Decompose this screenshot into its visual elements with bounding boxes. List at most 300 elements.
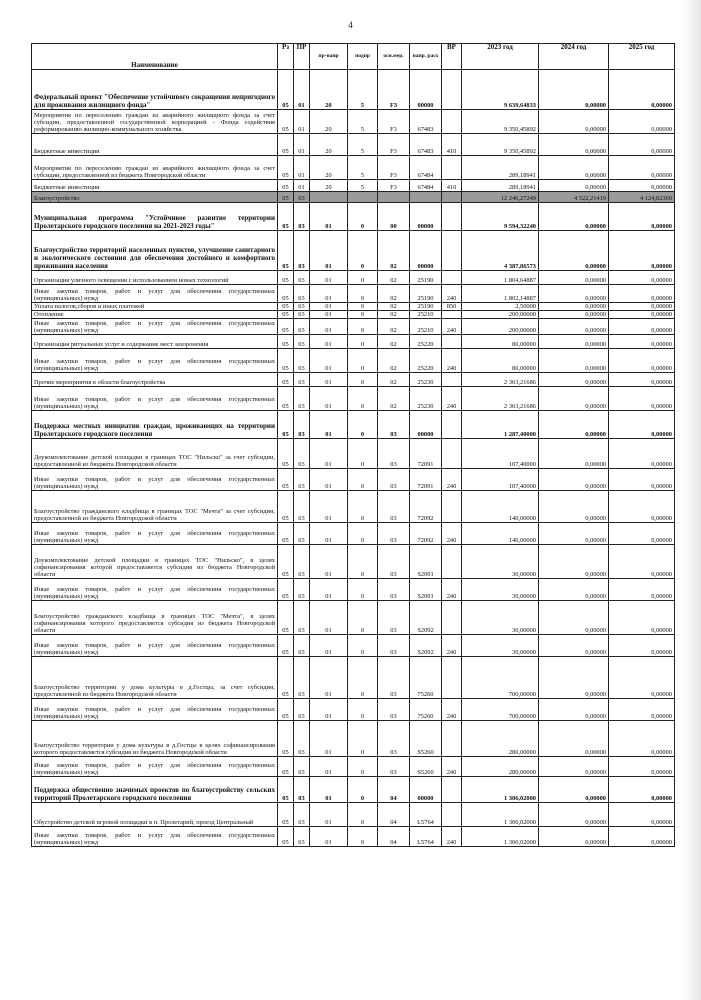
row-2025: 0,00000 [609, 387, 675, 411]
row-osn-mer [378, 192, 410, 203]
row-2024: 0,00000 [539, 803, 609, 827]
row-pr-napr: 01 [310, 803, 348, 827]
row-2024: 0,00000 [539, 491, 609, 523]
row-vr [442, 110, 462, 134]
row-name: Мероприятия по переселению граждан из аварийного жилищного фонда за счет субсидии, предоставленной государственной корпорацией - Фонда содействия реформированию жилищно-коммунального хозяйства [32, 110, 278, 134]
row-name: Иные закупки товаров, работ и услуг для обеспечения государственных (муниципальных) нужд [32, 579, 278, 601]
row-name: Иные закупки товаров, работ и услуг для обеспечения государственных (муниципальных) нужд [32, 827, 278, 847]
row-pr: 03 [294, 523, 310, 545]
row-podpr: 0 [348, 579, 378, 601]
row-2023: 9 350,45892 [462, 110, 539, 134]
row-pr-napr: 01 [310, 311, 348, 319]
table-row [32, 203, 675, 231]
row-pr: 03 [294, 303, 310, 311]
row-podpr: 0 [348, 601, 378, 635]
row-podpr [348, 192, 378, 203]
row-vr: 850 [442, 303, 462, 311]
row-vr [442, 70, 462, 110]
row-pr: 01 [294, 180, 310, 192]
table-row [32, 491, 675, 523]
row-pr-napr: 01 [310, 411, 348, 439]
row-name: Прочие мероприятия в области благоустройства [32, 373, 278, 387]
row-pr: 03 [294, 231, 310, 271]
row-2023: 30,00000 [462, 635, 539, 657]
row-pr: 03 [294, 349, 310, 373]
row-2025: 0,00000 [609, 285, 675, 303]
row-osn-mer: 02 [378, 231, 410, 271]
row-pr-napr: 01 [310, 601, 348, 635]
row-pr: 03 [294, 803, 310, 827]
header-2023: 2023 год [462, 44, 539, 70]
row-name: Благоустройство территории у дома культуры в д.Гостцы в целях софинансирования которого предоставляется субсидия из бюджета Новгородской области [32, 721, 278, 757]
row-osn-mer: F3 [378, 180, 410, 192]
table-header-row [32, 44, 675, 70]
row-2025: 0,00000 [609, 491, 675, 523]
header-osn-mer: осн.мер. [378, 44, 410, 70]
row-name: Иные закупки товаров, работ и услуг для обеспечения государственных (муниципальных) нужд [32, 469, 278, 491]
row-pr: 03 [294, 319, 310, 335]
row-rz: 05 [278, 491, 294, 523]
table-row [32, 319, 675, 335]
row-2023: 289,18941 [462, 180, 539, 192]
row-2023: 30,00000 [462, 579, 539, 601]
row-vr: 240 [442, 387, 462, 411]
row-osn-mer: F3 [378, 110, 410, 134]
row-2023: 1 804,64887 [462, 271, 539, 285]
row-napr-rash: 00000 [410, 411, 442, 439]
table-row [32, 156, 675, 180]
row-rz: 05 [278, 579, 294, 601]
row-podpr: 0 [348, 387, 378, 411]
row-podpr: 5 [348, 70, 378, 110]
row-osn-mer: 02 [378, 373, 410, 387]
row-napr-rash [410, 192, 442, 203]
row-2025: 0,00000 [609, 271, 675, 285]
row-pr: 03 [294, 469, 310, 491]
row-pr: 03 [294, 285, 310, 303]
row-pr: 03 [294, 545, 310, 579]
row-podpr: 0 [348, 699, 378, 721]
scan-edge-shadow [679, 0, 701, 1000]
row-2024: 0,00000 [539, 657, 609, 699]
table-row [32, 303, 675, 311]
row-2025: 0,00000 [609, 349, 675, 373]
row-vr [442, 373, 462, 387]
row-podpr: 0 [348, 757, 378, 777]
row-2024: 0,00000 [539, 387, 609, 411]
row-name: Иные закупки товаров, работ и услуг для обеспечения государственных (муниципальных) нужд [32, 757, 278, 777]
row-2024: 0,00000 [539, 349, 609, 373]
row-2023: 12 246,27249 [462, 192, 539, 203]
row-pr-napr: 20 [310, 180, 348, 192]
row-vr: 240 [442, 349, 462, 373]
row-vr [442, 192, 462, 203]
table-row [32, 721, 675, 757]
header-pr: ПР [294, 44, 310, 70]
row-podpr: 0 [348, 803, 378, 827]
header-2025: 2025 год [609, 44, 675, 70]
row-2023: 200,00000 [462, 311, 539, 319]
row-pr-napr: 20 [310, 156, 348, 180]
row-napr-rash: S2092 [410, 601, 442, 635]
row-pr: 03 [294, 439, 310, 469]
table-row [32, 180, 675, 192]
row-2023: 9 594,32240 [462, 203, 539, 231]
row-napr-rash: L5764 [410, 803, 442, 827]
table-row [32, 635, 675, 657]
row-rz: 05 [278, 156, 294, 180]
row-pr: 03 [294, 827, 310, 847]
row-2025: 0,00000 [609, 803, 675, 827]
row-rz: 05 [278, 319, 294, 335]
row-2025: 0,00000 [609, 203, 675, 231]
row-2023: 1 802,14887 [462, 285, 539, 303]
row-2024: 0,00000 [539, 335, 609, 349]
row-podpr: 0 [348, 319, 378, 335]
row-napr-rash: S5260 [410, 721, 442, 757]
header-2024: 2024 год [539, 44, 609, 70]
row-rz: 05 [278, 699, 294, 721]
row-2023: 1 306,02000 [462, 777, 539, 803]
row-2024: 0,00000 [539, 319, 609, 335]
row-name: Иные закупки товаров, работ и услуг для обеспечения государственных (муниципальных) нужд [32, 635, 278, 657]
row-podpr: 0 [348, 523, 378, 545]
row-2023: 1 306,02000 [462, 827, 539, 847]
row-podpr: 0 [348, 349, 378, 373]
row-napr-rash: 25230 [410, 387, 442, 411]
row-vr: 240 [442, 469, 462, 491]
table-row [32, 439, 675, 469]
row-2025: 0,00000 [609, 469, 675, 491]
header-podpr: подпр [348, 44, 378, 70]
row-rz: 05 [278, 803, 294, 827]
row-2023: 1 306,02000 [462, 803, 539, 827]
row-vr [442, 335, 462, 349]
row-2023: 107,40000 [462, 469, 539, 491]
row-2024: 4 522,21419 [539, 192, 609, 203]
row-osn-mer: 03 [378, 657, 410, 699]
row-rz: 05 [278, 231, 294, 271]
table-row [32, 285, 675, 303]
table-row [32, 545, 675, 579]
row-rz: 05 [278, 657, 294, 699]
row-podpr: 0 [348, 491, 378, 523]
row-podpr: 0 [348, 545, 378, 579]
row-napr-rash: 25190 [410, 303, 442, 311]
row-2023: 107,40000 [462, 439, 539, 469]
row-podpr: 0 [348, 285, 378, 303]
row-vr [442, 491, 462, 523]
row-name: Поддержка общественно значимых проектов по благоустройству сельских территорий Пролетарского городского поселения [32, 777, 278, 803]
row-2023: 140,00000 [462, 523, 539, 545]
row-name: Бюджетные инвестиции [32, 134, 278, 156]
row-pr-napr: 01 [310, 579, 348, 601]
row-osn-mer: F3 [378, 134, 410, 156]
row-2025: 0,00000 [609, 439, 675, 469]
row-pr-napr: 20 [310, 134, 348, 156]
row-name: Уплата налогов,сборов и иных платежей [32, 303, 278, 311]
row-podpr: 0 [348, 411, 378, 439]
row-osn-mer: 02 [378, 335, 410, 349]
table-row [32, 657, 675, 699]
row-2025: 0,00000 [609, 180, 675, 192]
row-podpr: 5 [348, 180, 378, 192]
table-row [32, 192, 675, 203]
row-2024: 0,00000 [539, 635, 609, 657]
row-osn-mer: 03 [378, 635, 410, 657]
row-2023: 280,00000 [462, 721, 539, 757]
row-pr-napr: 01 [310, 757, 348, 777]
row-pr: 03 [294, 271, 310, 285]
row-pr: 03 [294, 335, 310, 349]
row-name: Организация ритуальных услуг и содержание мест захоронения [32, 335, 278, 349]
row-name: Организация уличного освещения с использованием новых технологий [32, 271, 278, 285]
row-2024: 0,00000 [539, 777, 609, 803]
row-2025: 0,00000 [609, 635, 675, 657]
row-2025: 0,00000 [609, 156, 675, 180]
row-napr-rash: S5260 [410, 757, 442, 777]
row-rz: 05 [278, 271, 294, 285]
row-rz: 05 [278, 311, 294, 319]
row-rz: 05 [278, 439, 294, 469]
row-2024: 0,00000 [539, 303, 609, 311]
table-row [32, 387, 675, 411]
row-pr-napr [310, 192, 348, 203]
row-napr-rash: S2092 [410, 635, 442, 657]
row-vr: 240 [442, 579, 462, 601]
row-podpr: 0 [348, 303, 378, 311]
row-pr: 03 [294, 411, 310, 439]
row-name: Бюджетные инвестиции [32, 180, 278, 192]
row-rz: 05 [278, 70, 294, 110]
row-osn-mer: 03 [378, 411, 410, 439]
row-pr-napr: 01 [310, 439, 348, 469]
row-napr-rash: S2091 [410, 545, 442, 579]
row-napr-rash: 67483 [410, 134, 442, 156]
row-rz: 05 [278, 601, 294, 635]
row-podpr: 5 [348, 110, 378, 134]
row-pr-napr: 01 [310, 203, 348, 231]
row-2024: 0,00000 [539, 134, 609, 156]
row-vr [442, 601, 462, 635]
row-osn-mer: F3 [378, 70, 410, 110]
row-rz: 05 [278, 545, 294, 579]
row-osn-mer: 03 [378, 721, 410, 757]
row-pr: 03 [294, 311, 310, 319]
row-rz: 05 [278, 349, 294, 373]
row-2024: 0,00000 [539, 579, 609, 601]
row-name: Благоустройство гражданского кладбища в границах ТОС "Мечта", в целях софинансирования которого предоставляется субсидия из бюджета Новгородской области [32, 601, 278, 635]
row-rz: 05 [278, 777, 294, 803]
row-rz: 05 [278, 203, 294, 231]
row-2024: 0,00000 [539, 110, 609, 134]
row-2025: 4 124,82369 [609, 192, 675, 203]
row-2024: 0,00000 [539, 203, 609, 231]
row-2024: 0,00000 [539, 699, 609, 721]
row-vr [442, 411, 462, 439]
table-row [32, 601, 675, 635]
header-vr: ВР [442, 44, 462, 70]
row-name: Мероприятия по переселению граждан из аварийного жилищного фонда за счет субсидии, предоставленной из бюджета Новгородской области [32, 156, 278, 180]
row-2024: 0,00000 [539, 439, 609, 469]
row-rz: 05 [278, 387, 294, 411]
row-napr-rash: 72092 [410, 491, 442, 523]
row-osn-mer: 02 [378, 319, 410, 335]
budget-table [31, 43, 675, 847]
row-podpr: 0 [348, 635, 378, 657]
row-pr-napr: 01 [310, 635, 348, 657]
row-name: Благоустройство территорий населенных пунктов, улучшение санитарного и экологического состояния для обеспечения достойного и комфортного проживания населения [32, 231, 278, 271]
row-2025: 0,00000 [609, 311, 675, 319]
row-osn-mer: 03 [378, 523, 410, 545]
row-2023: 280,00000 [462, 757, 539, 777]
table-row [32, 373, 675, 387]
row-2024: 0,00000 [539, 311, 609, 319]
row-pr-napr: 01 [310, 387, 348, 411]
row-napr-rash: 25210 [410, 319, 442, 335]
row-name: Благоустройство гражданского кладбища в границах ТОС "Мечта" за счет субсидии, предоставленной из бюджета Новгородской области [32, 491, 278, 523]
row-rz: 05 [278, 285, 294, 303]
row-name: Иные закупки товаров, работ и услуг для обеспечения государственных (муниципальных) нужд [32, 285, 278, 303]
row-vr [442, 203, 462, 231]
row-2025: 0,00000 [609, 110, 675, 134]
row-2024: 0,00000 [539, 523, 609, 545]
row-rz: 05 [278, 635, 294, 657]
row-podpr: 0 [348, 439, 378, 469]
row-2025: 0,00000 [609, 134, 675, 156]
table-body [32, 70, 675, 847]
row-napr-rash: 25190 [410, 271, 442, 285]
row-2023: 140,00000 [462, 491, 539, 523]
table-row [32, 311, 675, 319]
row-podpr: 0 [348, 721, 378, 757]
row-pr-napr: 20 [310, 70, 348, 110]
row-2025: 0,00000 [609, 579, 675, 601]
row-pr: 03 [294, 387, 310, 411]
row-pr-napr: 01 [310, 657, 348, 699]
row-2025: 0,00000 [609, 757, 675, 777]
row-2024: 0,00000 [539, 156, 609, 180]
row-napr-rash: 67484 [410, 180, 442, 192]
row-2024: 0,00000 [539, 601, 609, 635]
row-name: Иные закупки товаров, работ и услуг для обеспечения государственных (муниципальных) нужд [32, 699, 278, 721]
row-vr: 240 [442, 635, 462, 657]
row-2025: 0,00000 [609, 70, 675, 110]
row-2025: 0,00000 [609, 777, 675, 803]
row-2023: 1 287,40000 [462, 411, 539, 439]
row-pr-napr: 01 [310, 469, 348, 491]
row-2025: 0,00000 [609, 231, 675, 271]
row-napr-rash: 00000 [410, 231, 442, 271]
row-pr: 03 [294, 579, 310, 601]
row-vr: 410 [442, 180, 462, 192]
row-vr: 410 [442, 134, 462, 156]
row-napr-rash: 25230 [410, 373, 442, 387]
row-vr [442, 777, 462, 803]
row-napr-rash: 25210 [410, 311, 442, 319]
row-rz: 05 [278, 134, 294, 156]
row-2024: 0,00000 [539, 180, 609, 192]
row-pr: 01 [294, 110, 310, 134]
row-pr-napr: 01 [310, 373, 348, 387]
row-pr: 03 [294, 657, 310, 699]
row-2024: 0,00000 [539, 827, 609, 847]
row-vr [442, 439, 462, 469]
row-2023: 700,00000 [462, 657, 539, 699]
row-2023: 30,00000 [462, 545, 539, 579]
row-podpr: 0 [348, 777, 378, 803]
row-rz: 05 [278, 373, 294, 387]
table-row [32, 827, 675, 847]
row-rz: 05 [278, 523, 294, 545]
row-pr-napr: 01 [310, 319, 348, 335]
row-rz: 05 [278, 411, 294, 439]
row-pr: 03 [294, 635, 310, 657]
row-2025: 0,00000 [609, 657, 675, 699]
row-pr-napr: 01 [310, 721, 348, 757]
row-pr: 03 [294, 203, 310, 231]
row-2024: 0,00000 [539, 721, 609, 757]
row-vr [442, 231, 462, 271]
row-osn-mer: 03 [378, 579, 410, 601]
row-osn-mer: 03 [378, 545, 410, 579]
row-2025: 0,00000 [609, 523, 675, 545]
row-vr: 240 [442, 319, 462, 335]
row-osn-mer: 04 [378, 777, 410, 803]
row-pr-napr: 01 [310, 699, 348, 721]
row-osn-mer: 04 [378, 803, 410, 827]
row-pr-napr: 01 [310, 491, 348, 523]
row-podpr: 0 [348, 469, 378, 491]
row-vr: 240 [442, 827, 462, 847]
row-2025: 0,00000 [609, 373, 675, 387]
row-osn-mer: 02 [378, 311, 410, 319]
row-podpr: 5 [348, 134, 378, 156]
row-napr-rash: 25220 [410, 349, 442, 373]
row-name: Поддержка местных инициатив граждан, проживающих на территории Пролетарского городского поселения [32, 411, 278, 439]
row-pr: 03 [294, 491, 310, 523]
row-rz: 05 [278, 303, 294, 311]
row-2023: 80,00000 [462, 349, 539, 373]
row-osn-mer: 02 [378, 349, 410, 373]
row-podpr: 0 [348, 311, 378, 319]
table-row [32, 469, 675, 491]
row-2024: 0,00000 [539, 469, 609, 491]
row-2023: 289,18941 [462, 156, 539, 180]
row-pr-napr: 01 [310, 271, 348, 285]
row-osn-mer: 03 [378, 491, 410, 523]
row-name: Доукомплектование детской площадки в границах ТОС "Нильско" за счет субсидии, предоставленной из бюджета Новгородской области [32, 439, 278, 469]
row-vr [442, 803, 462, 827]
row-2023: 2 303,21686 [462, 373, 539, 387]
table-row [32, 579, 675, 601]
row-2023: 80,00000 [462, 335, 539, 349]
row-podpr: 0 [348, 231, 378, 271]
table-row [32, 70, 675, 110]
row-podpr: 0 [348, 335, 378, 349]
row-rz: 05 [278, 469, 294, 491]
row-osn-mer: 03 [378, 699, 410, 721]
row-pr-napr: 01 [310, 285, 348, 303]
row-rz: 05 [278, 192, 294, 203]
row-rz: 05 [278, 721, 294, 757]
table-row [32, 699, 675, 721]
row-pr: 03 [294, 721, 310, 757]
row-osn-mer: F3 [378, 156, 410, 180]
table-row [32, 110, 675, 134]
row-osn-mer: 02 [378, 271, 410, 285]
header-name: Наименование [32, 44, 278, 70]
